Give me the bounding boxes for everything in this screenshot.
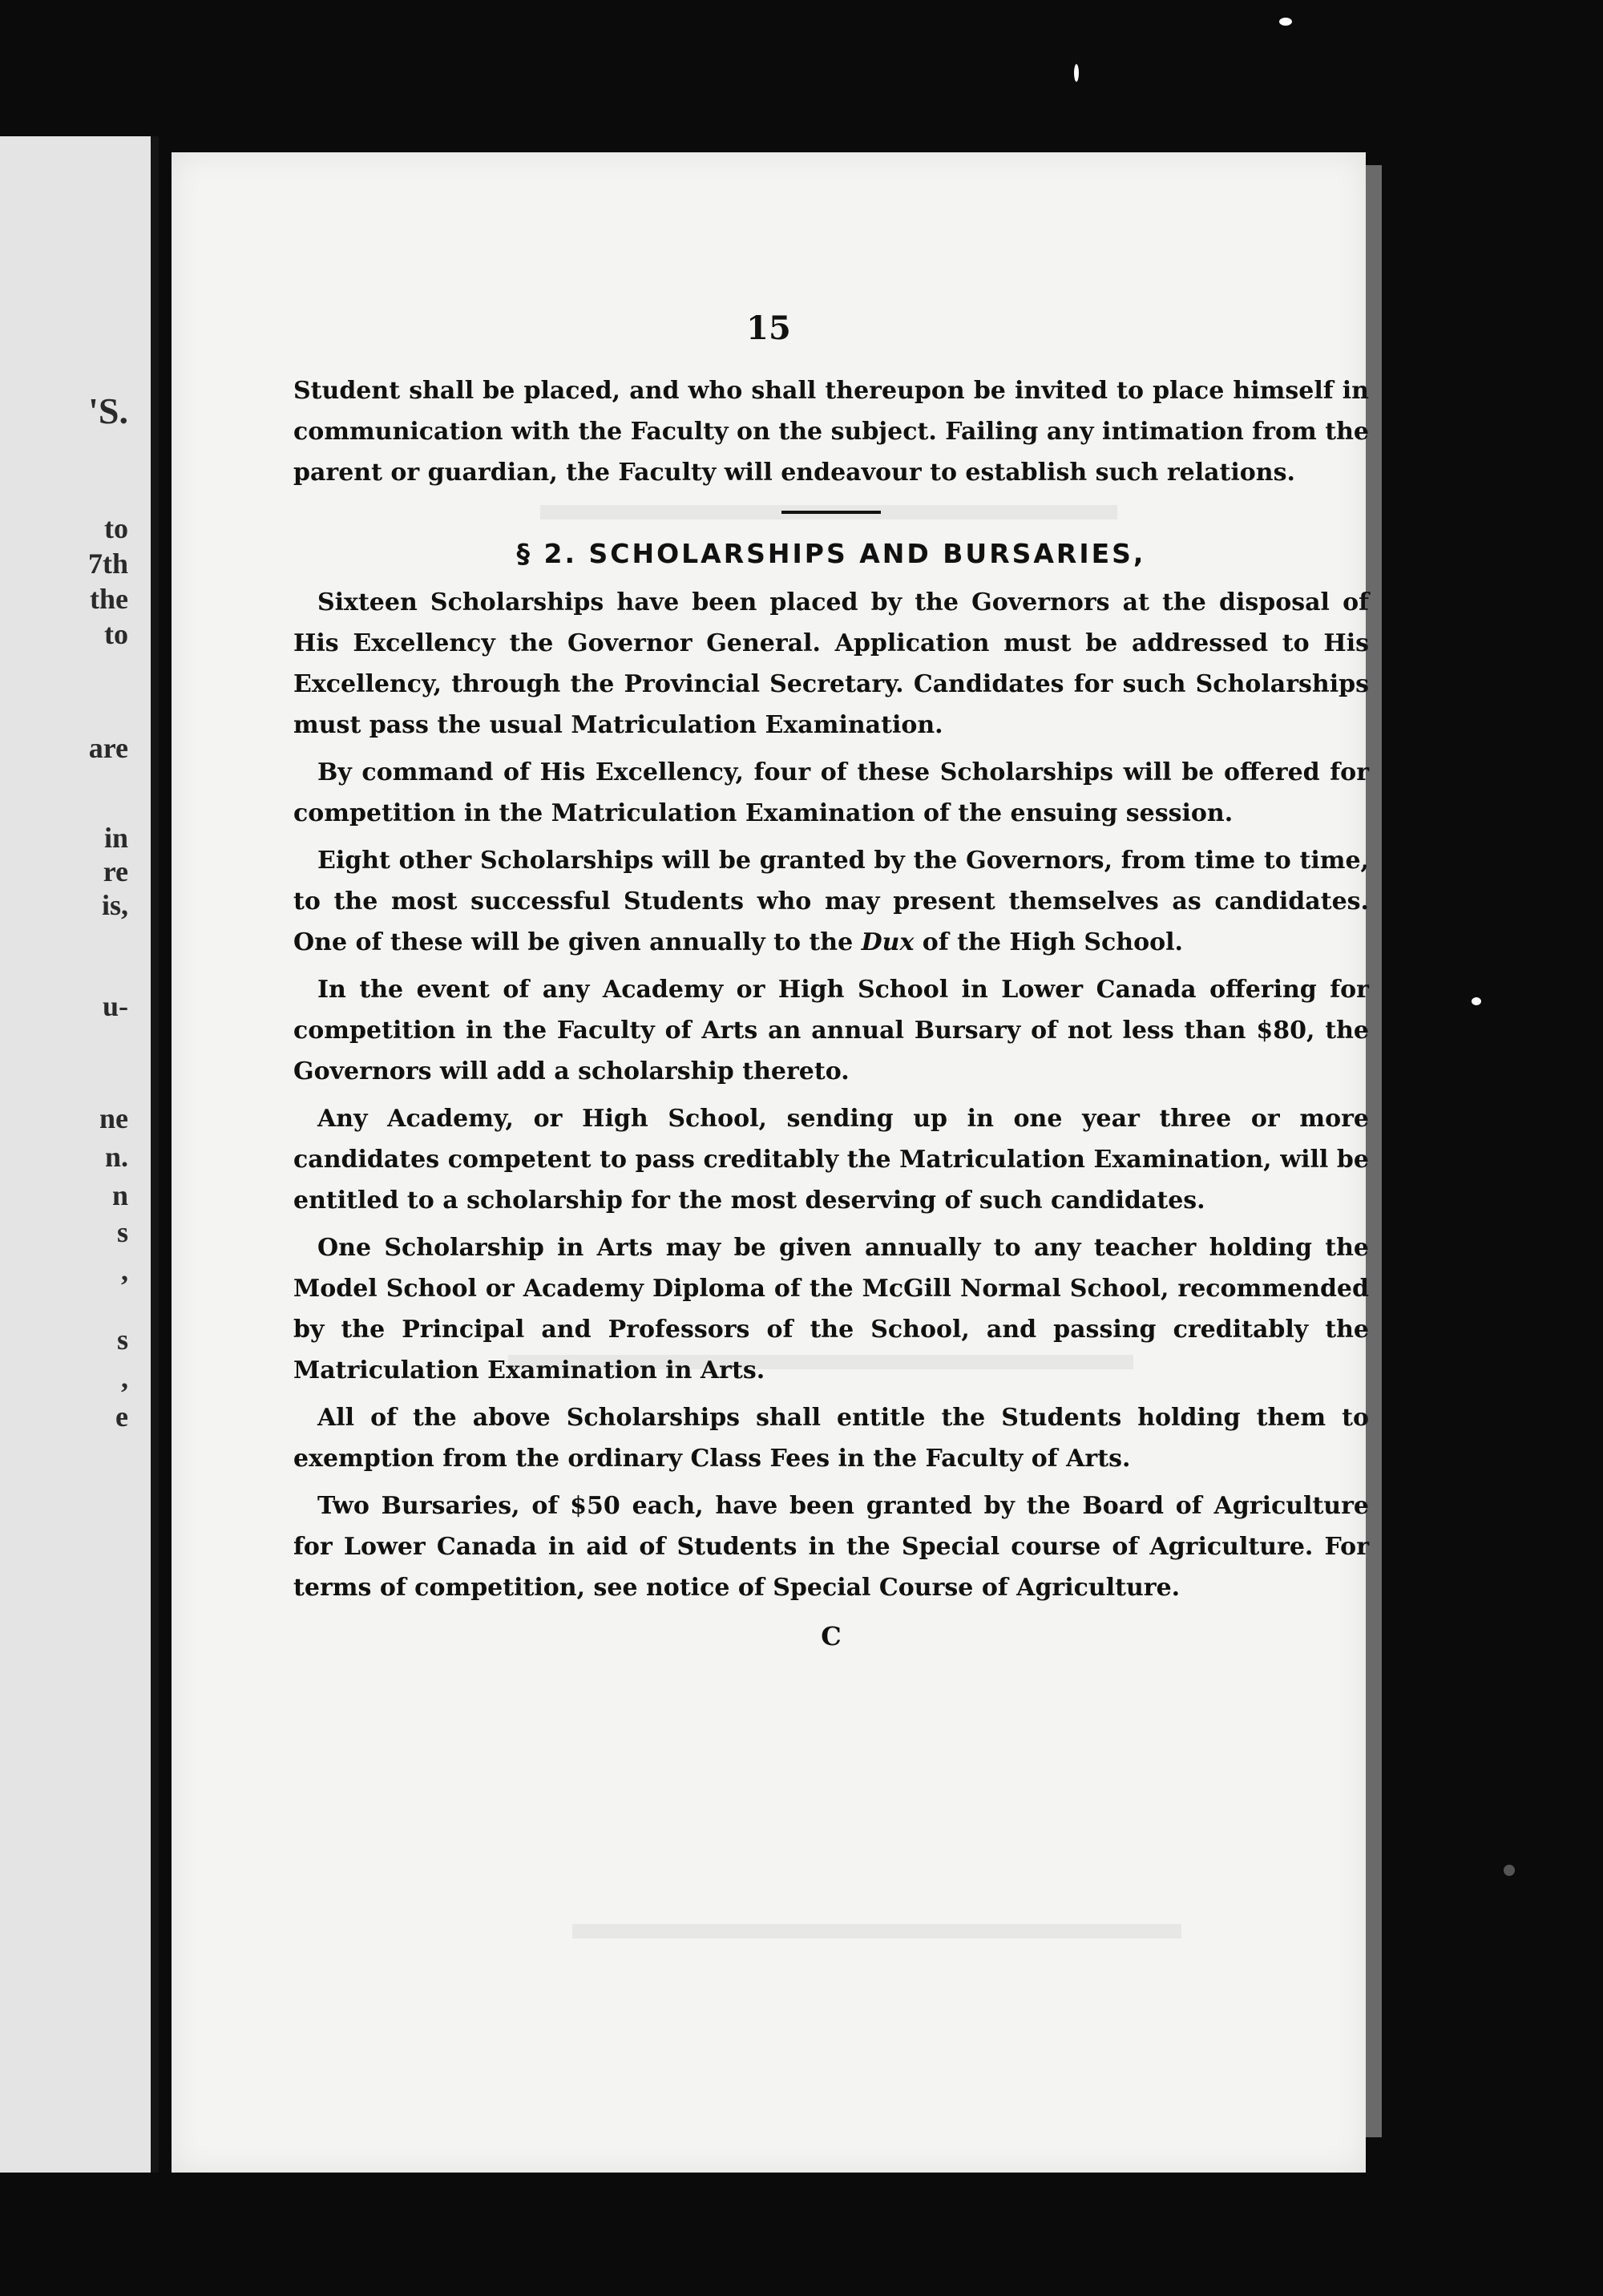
- page-number: 15: [746, 309, 791, 347]
- section-divider: [781, 511, 881, 514]
- previous-page-fragment: [0, 136, 151, 2173]
- scan-speck: [1279, 18, 1292, 26]
- scan-speck: [1472, 997, 1481, 1005]
- paragraph: All of the above Scholarships shall entitle the Students holding them to exemption from the ordinary Class Fees in the Faculty of Arts.: [293, 1404, 1369, 1473]
- prev-page-text: 'S.: [88, 390, 128, 431]
- paragraph: By command of His Excellency, four of these Scholarships will be offered for competition in the Matriculation Examination of the ensuing session.: [293, 758, 1369, 827]
- prev-page-text: to: [104, 512, 128, 544]
- paragraph: In the event of any Academy or High School in Lower Canada offering for competition in the Faculty of Arts an annual Bursary of not less than $80, the Governors will add a scholarship thereto.: [293, 976, 1369, 1085]
- paragraph: [293, 840, 1369, 963]
- page-gutter: [151, 136, 159, 2173]
- paragraph: Student shall be placed, and who shall thereupon be invited to place himself in communication with the Faculty on the subject. Failing any intimation from the parent or guardian, the Faculty will endeavour to establish such relations.: [293, 377, 1369, 487]
- section-heading: § 2. SCHOLARSHIPS AND BURSARIES,: [516, 538, 1146, 569]
- prev-page-text: ,: [121, 1255, 128, 1287]
- book-page: [172, 152, 1369, 2173]
- prev-page-text: s: [116, 1324, 128, 1356]
- prev-page-text: e: [115, 1401, 128, 1433]
- paragraph-text: of the High School.: [914, 928, 1183, 956]
- bleed-through: [572, 1924, 1181, 1938]
- paragraph-text: Eight other Scholarships will be granted by the Governors, from time to time, to the most successful Students who may present themselves as candidates. One of these will be given annually to the: [293, 847, 1369, 956]
- prev-page-text: n.: [104, 1141, 128, 1173]
- prev-page-text: to: [104, 618, 128, 650]
- prev-page-text: n: [111, 1179, 128, 1211]
- paragraph: Sixteen Scholarships have been placed by the Governors at the disposal of His Excellency the Governor General. Application must be addressed to His Excellency, through the Provincial Secretary. Candidates for such Scholarships must pass the usual Matriculation Examination.: [293, 588, 1369, 739]
- paragraph: Two Bursaries, of $50 each, have been granted by the Board of Agriculture for Lower Canada in aid of Students in the Special course of Agriculture. For terms of competition, see notice of Special Course of Agriculture.: [293, 1492, 1369, 1602]
- prev-page-text: s: [116, 1216, 128, 1248]
- prev-page-text: the: [90, 583, 128, 615]
- page-body: [293, 370, 1369, 1657]
- paragraph: Any Academy, or High School, sending up in one year three or more candidates competent to pass creditably the Matriculation Examination, will be entitled to a scholarship for the most deserving of such candidates.: [293, 1105, 1369, 1215]
- prev-page-text: re: [103, 855, 128, 887]
- prev-page-text: ,: [121, 1362, 128, 1394]
- prev-page-text: 7th: [87, 548, 128, 580]
- scan-speck: [1504, 1865, 1515, 1876]
- prev-page-text: u-: [102, 990, 128, 1022]
- dux-word: Dux: [861, 928, 915, 956]
- scan-speck: [1074, 64, 1079, 82]
- signature-mark: C: [821, 1621, 842, 1651]
- prev-page-text: ne: [99, 1102, 128, 1134]
- prev-page-text: are: [88, 732, 128, 764]
- prev-page-text: is,: [101, 889, 128, 921]
- paragraph: One Scholarship in Arts may be given annually to any teacher holding the Model School or Academy Diploma of the McGill Normal School, recommended by the Principal and Professors of the School, and passing creditably the Matriculation Examination in Arts.: [293, 1234, 1369, 1384]
- prev-page-text: in: [103, 822, 128, 854]
